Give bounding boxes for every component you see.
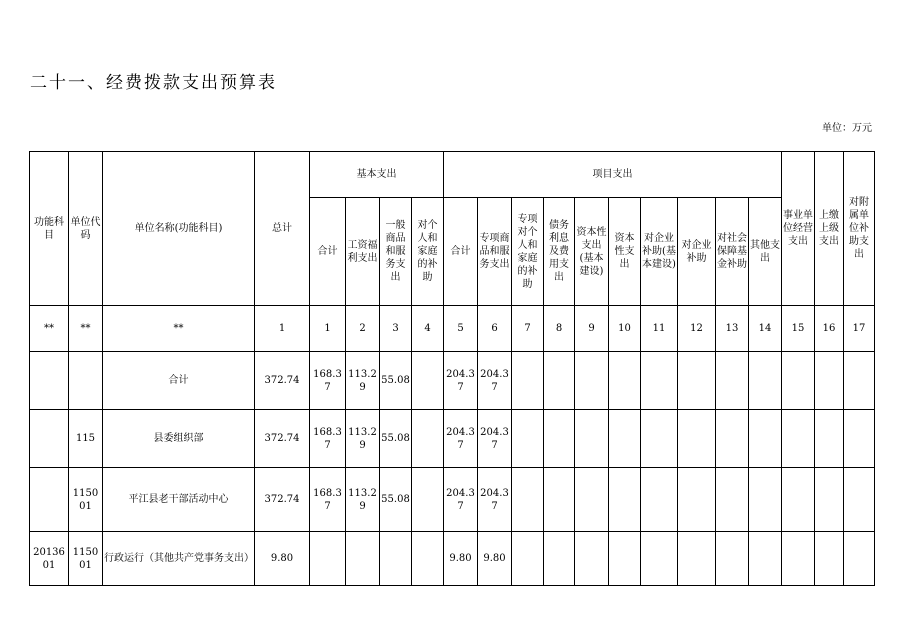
total-cell: 9.80 xyxy=(255,532,310,586)
project-total-cell: 9.80 xyxy=(444,532,478,586)
header-project-sub: 资本性支出 xyxy=(609,198,641,306)
index-cell: 1 xyxy=(310,306,346,352)
index-cell: 3 xyxy=(380,306,412,352)
index-cell: ** xyxy=(103,306,255,352)
index-cell: 9 xyxy=(575,306,609,352)
unit-code-cell: 115001 xyxy=(69,468,103,532)
func-subject-cell xyxy=(30,468,69,532)
basic-total-cell xyxy=(310,532,346,586)
header-basic-sub: 合计 xyxy=(310,198,346,306)
basic-wage-cell: 113.29 xyxy=(346,468,380,532)
unit-name-cell: 县委组织部 xyxy=(103,410,255,468)
header-affiliated: 对附属单位补助支出 xyxy=(844,152,875,306)
basic-person-cell xyxy=(412,410,444,468)
index-cell: 8 xyxy=(544,306,575,352)
total-cell: 372.74 xyxy=(255,352,310,410)
header-project-sub: 对企业补助 xyxy=(678,198,716,306)
func-subject-cell xyxy=(30,410,69,468)
project-total-cell: 204.37 xyxy=(444,410,478,468)
header-unit-name: 单位名称(功能科目) xyxy=(103,152,255,306)
basic-goods-cell: 55.08 xyxy=(380,410,412,468)
total-cell: 372.74 xyxy=(255,410,310,468)
page-title: 二十一、经费拨款支出预算表 xyxy=(30,73,277,93)
index-cell: ** xyxy=(30,306,69,352)
unit-code-cell: 115001 xyxy=(69,532,103,586)
table-row xyxy=(30,352,875,410)
header-project-sub: 债务利息及费用支出 xyxy=(544,198,575,306)
basic-wage-cell xyxy=(346,532,380,586)
table-row xyxy=(30,410,875,468)
index-cell: ** xyxy=(69,306,103,352)
header-project-sub: 资本性支出(基本建设) xyxy=(575,198,609,306)
header-project: 项目支出 xyxy=(444,152,782,198)
basic-total-cell: 168.37 xyxy=(310,352,346,410)
index-cell: 16 xyxy=(815,306,844,352)
project-goods-cell: 204.37 xyxy=(478,468,512,532)
index-cell: 7 xyxy=(512,306,544,352)
project-goods-cell: 204.37 xyxy=(478,352,512,410)
index-cell: 1 xyxy=(255,306,310,352)
header-unit-code: 单位代码 xyxy=(69,152,103,306)
basic-goods-cell: 55.08 xyxy=(380,468,412,532)
index-cell: 2 xyxy=(346,306,380,352)
index-cell: 5 xyxy=(444,306,478,352)
budget-table xyxy=(29,151,875,586)
header-func-subject: 功能科目 xyxy=(30,152,69,306)
basic-person-cell xyxy=(412,352,444,410)
header-project-sub: 专项商品和服务支出 xyxy=(478,198,512,306)
project-total-cell: 204.37 xyxy=(444,468,478,532)
project-total-cell: 204.37 xyxy=(444,352,478,410)
index-cell: 14 xyxy=(749,306,782,352)
basic-wage-cell: 113.29 xyxy=(346,352,380,410)
index-cell: 10 xyxy=(609,306,641,352)
header-basic-sub: 对个人和家庭的补助 xyxy=(412,198,444,306)
header-total: 总计 xyxy=(255,152,310,306)
index-cell: 15 xyxy=(782,306,815,352)
basic-wage-cell: 113.29 xyxy=(346,410,380,468)
index-row xyxy=(30,306,875,352)
project-goods-cell: 204.37 xyxy=(478,410,512,468)
project-goods-cell: 9.80 xyxy=(478,532,512,586)
unit-label: 单位：万元 xyxy=(822,123,872,134)
basic-person-cell xyxy=(412,532,444,586)
basic-goods-cell: 55.08 xyxy=(380,352,412,410)
header-project-sub: 专项对个人和家庭的补助 xyxy=(512,198,544,306)
func-subject-cell xyxy=(30,352,69,410)
index-cell: 11 xyxy=(641,306,678,352)
header-project-sub: 其他支出 xyxy=(749,198,782,306)
basic-goods-cell xyxy=(380,532,412,586)
basic-total-cell: 168.37 xyxy=(310,468,346,532)
total-cell: 372.74 xyxy=(255,468,310,532)
header-basic-sub: 工资福利支出 xyxy=(346,198,380,306)
unit-name-cell: 行政运行（其他共产党事务支出） xyxy=(103,532,255,586)
header-upper: 上缴上级支出 xyxy=(815,152,844,306)
unit-name-cell: 合计 xyxy=(103,352,255,410)
table-row xyxy=(30,532,875,586)
header-project-sub: 对企业补助(基本建设) xyxy=(641,198,678,306)
index-cell: 17 xyxy=(844,306,875,352)
header-basic: 基本支出 xyxy=(310,152,444,198)
index-cell: 4 xyxy=(412,306,444,352)
index-cell: 12 xyxy=(678,306,716,352)
header-project-sub: 对社会保障基金补助 xyxy=(716,198,749,306)
header-enterprise: 事业单位经营支出 xyxy=(782,152,815,306)
func-subject-cell: 2013601 xyxy=(30,532,69,586)
unit-name-cell: 平江县老干部活动中心 xyxy=(103,468,255,532)
header-project-sub: 合计 xyxy=(444,198,478,306)
header-basic-sub: 一般商品和服务支出 xyxy=(380,198,412,306)
unit-code-cell: 115 xyxy=(69,410,103,468)
basic-person-cell xyxy=(412,468,444,532)
table-row xyxy=(30,468,875,532)
index-cell: 13 xyxy=(716,306,749,352)
basic-total-cell: 168.37 xyxy=(310,410,346,468)
unit-code-cell xyxy=(69,352,103,410)
index-cell: 6 xyxy=(478,306,512,352)
